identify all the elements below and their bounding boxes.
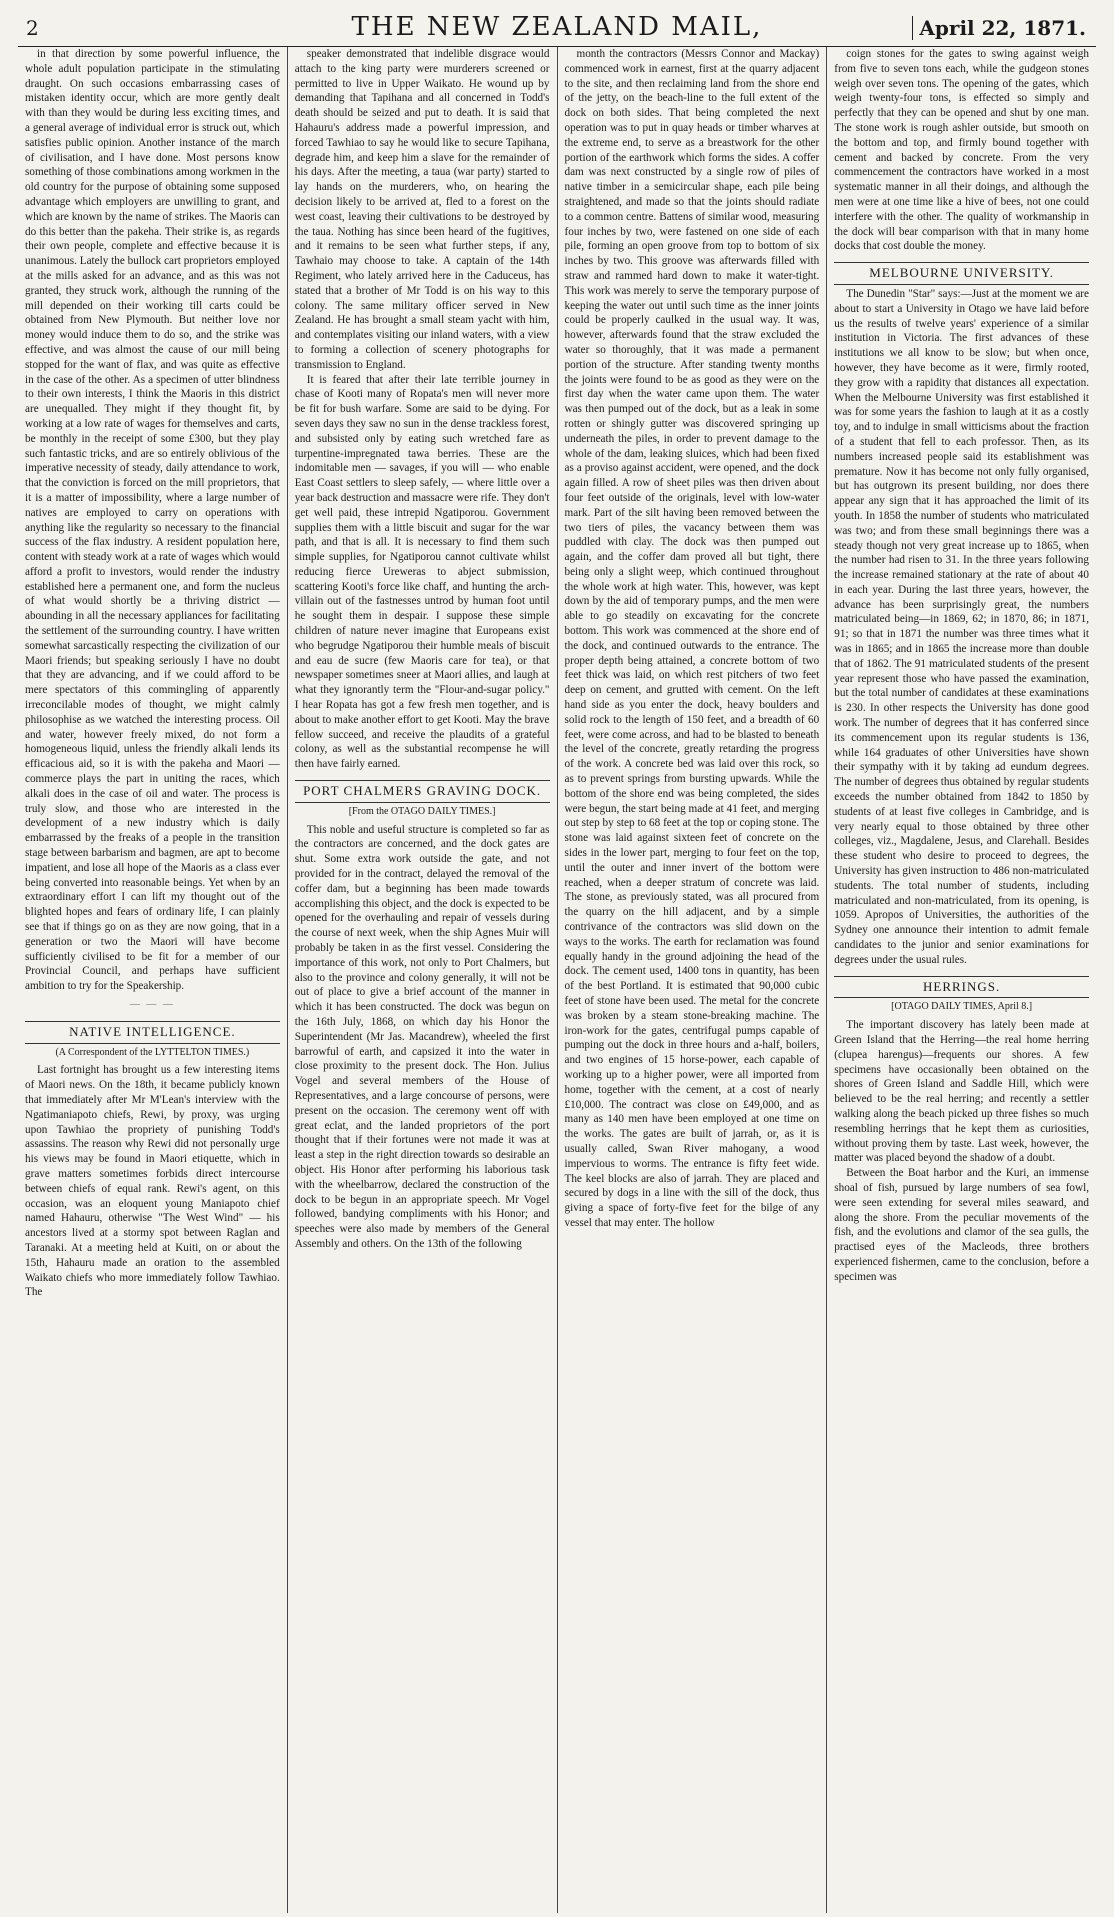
article-text: This noble and useful structure is completed so far as the contractors are concerned, and the dock gates are shut. Some extra work outside the gate, and not provided for in the contract, delayed the removal of the coffer dam, but a beginning has been made towards accomplishing this object, and the dock is expected to be opened for the overhauling and repair of vessels during the course of next week, when the ship Agnes Muir will probably be taken in as the first vessel. Considering the importance of this work, not only to Port Chalmers, but also to the province and colony generally, it will not be out of place to give a brief account of the manner in which it has been constructed. The dock was begun on the 16th July, 1868, on which day his Honor the Superintendent (Mr Jas. Macandrew), wheeled the first barrowful of earth, and capsized it into the water in close proximity to the present dock. The Hon. Julius Vogel and several members of the House of Representatives, and a large concourse of persons, were present on the occasion. The ceremony went off with great eclat, and the landed proprietors of the port thought that if their fortunes were not made it was at least a step in the right direction towards so desirable an object. His Honor after performing his laborious task with the wheelbarrow, declared the construction of the dock to be begun in an appropriate speech. Mr Vogel followed, bandying compliments with his Honor; and speeches were also made by members of the General Assembly and others. On the 13th of the following bbox=[294, 823, 550, 1250]
article-source: [From the OTAGO DAILY TIMES.] bbox=[348, 805, 496, 817]
separator: — — — bbox=[129, 999, 175, 1010]
article-heading-herrings: HERRINGS. bbox=[834, 976, 1089, 999]
article-text: Between the Boat harbor and the Kuri, an immense shoal of fish, pursued by large numbers of sea fowl, were seen extending for several miles seaward, and along the shore. From the peculiar movements of the fish, and the evolutions and clamor of the sea gulls, the practised eyes of the Macleods, three brothers experienced fishermen, came to the conclusion, before a specimen was bbox=[834, 1167, 1089, 1283]
columns bbox=[18, 47, 1096, 1913]
column-3 bbox=[558, 47, 828, 1913]
article-source: [OTAGO DAILY TIMES, April 8.] bbox=[891, 1001, 1033, 1013]
article-text: The important discovery has lately been made at Green Island that the Herring—the real home herring (clupea harengus)—frequents our shores. A few specimens have occasionally been obtained on the shores of Green Island and Saddle Hill, which were believed to be the real herring; and recently a settler walking along the beach picked up three fishes so much resembling herrings that he kept them as curiosities, without proving them by taste. Last week, however, the matter was placed beyond the shadow of a doubt. bbox=[834, 1019, 1089, 1165]
article-text: Last fortnight has brought us a few interesting items of Maori news. On the 18th, it became publicly known that immediately after Mr M'Lean's interview with the Ngatimaniapoto chiefs, Rewi, by proxy, was urging upon Tawhiao the propriety of punishing Todd's assassins. The reason why Rewi did not personally urge his views may be found in Maori etiquette, which in grave matters sometimes forbids direct intercourse between chiefs of equal rank. Rewi's agent, on this occasion, was an eloquent young Maniapoto chief named Hahauru, otherwise "The West Wind" — his ancestors lived at a stormy spot between Raglan and Taranaki. At a meeting held at Kuiti, on or about the 15th, Hahauru made an oration to the assembled Waikato chiefs who more immediately follow Tawhiao. The bbox=[25, 1064, 280, 1299]
issue-date: April 22, 1871. bbox=[912, 16, 1086, 40]
article-text: speaker demonstrated that indelible disgrace would attach to the king party were murderers screened or permitted to live in Upper Waikato. He wound up by demanding that Tapihana and all concerned in Todd's death should be seized and put to death. It is said that Hahauru's address made a powerful impression, and forced Tawhiao to say he would like to secure Tapihana, degrade him, and keep him a slave for the remainder of his days. After the meeting, a taua (war party) started to lay hands on the murderers, who, on hearing the decision likely to be arrived at, fled to a forest on the west coast, leaving their cultivations to be destroyed by the taua. Nothing has since been heard of the fugitives, and it remains to be seen what further steps, if any, Tawhaio may choose to take. A captain of the 14th Regiment, who lately arrived here in the Caduceus, has stated that a brother of Mr Todd is on his way to this colony. The same military officer served in New Zealand. He has brought a small steam yacht with him, and contemplates visiting our inland waters, with a view to forming a collection of scenery photographs for transmission to England. bbox=[294, 48, 550, 371]
article-text: coign stones for the gates to swing against weigh from five to seven tons each, while the gudgeon stones weigh over seven tons. The opening of the gates, which weigh twenty-four tons, is effected so simply and perfectly that they can be opened and shut by one man. The stone work is rough ashler outside, but smooth on the bottom and top, and firmly bound together with cement and backed by concrete. From the very commencement the contractors have worked in a most systematic manner in all their doings, and although the men were at one time like a hive of bees, not one could interfere with the other. The quality of workmanship in the dock will bear comparison with that in many home docks that cost double the money. bbox=[834, 48, 1089, 253]
article-text: It is feared that after their late terrible journey in chase of Kooti many of Ropata's men will never more be fit for bush warfare. Some are said to be dying. For seven days they saw no sun in the dense trackless forest, and subsisted only by eating such wretched fare as turpentine-impregnated tawa berries. These are the indomitable men — savages, if you will — who enable East Coast settlers to sleep safely, — where little over a year back destruction and massacre were rife. They don't get well paid, these intrepid Ngatiporou. Government supplies them with a little biscuit and sugar for the war path, and that is all. It is necessary to find them such simple supplies, for Ngatiporou cannot cultivate whilst reducing fierce Ureweras to abject submission, scattering Kooti's force like chaff, and hunting the arch-villain out of the fastnesses untrod by human foot until he sought them in despair. I suppose these simple children of nature never imagine that Europeans exist who begrudge Ngatiporou their humble meals of biscuit and eau de sucre (few Maoris care for tea), or that newspaper sometimes sneer at Maori allies, and laugh at what they ignorantly term the "Flour-and-sugar policy." I hear Ropata has got a few fresh men together, and is about to make another effort to get Kooti. May the brave fellow succeed, and receive the plaudits of a grateful colony, as well as the substantial recompense he will then have fairly earned. bbox=[294, 373, 550, 771]
article-heading-melbourne-university: MELBOURNE UNIVERSITY. bbox=[834, 262, 1089, 285]
article-text: in that direction by some powerful influence, the whole adult population participate in the stimulating draught. On such occasions embarrassing cases of mistaken identity occur, which are more gently dealt with than they would be during less exciting times, and a general average of individual error is struck out, which satisfies public opinion. Another instance of the march of civilisation, and I have done. Most persons know something of those combinations among workmen in the old country for the purpose of obtaining some supposed advantage which employers are unwilling to grant, and which are known by the name of strikes. The Maoris can do this better than the pakeha. Their strike is, as regards their own people, complete and effective because it is unanimous. Lately the bullock cart proprietors employed at the mills asked for an advance, and as this was not granted, they struck work, although the running of the mill depended on their working till carts could be obtained from New Plymouth. But neither love nor money would induce them to do so, and the strike was effective, and was almost the cause of our mill being stopped for the want of flax, and was quite as effective in the case of the other. As a specimen of utter blindness to their own interests, I think the Maoris in this district are unequalled. They might if they thought fit, by working at a low rate of wages for themselves and carts, be monthly in the receipt of some £300, but they play such fantastic tricks, and are so entirely oblivious of the imperative necessity of steady, daily attendance to work, that the conviction is forced on the mill proprietors, that it is a matter of impossibility, where a large number of natives are employed to carry on operations with anything like the regularity so necessary to the financial success of the flax industry. A resident population here, content with steady work at a rate of wages which would afford a profit to investors, would render the industry established here a permanent one, and form the nucleus of what would shortly be a thriving district — abounding in all the necessary appliances for facilitating the settlement of the surrounding country. I have written somewhat sarcastically respecting the civilization of our Maori friends; but speaking seriously I have no doubt that they are advancing, and if we could afford to be mere spectators of this commingling of apparently irreconcilable modes of thought, we might calmly philosophise as we watched the interesting process. Oil and water, however freely mixed, do not form a homogeneous liquid, unless the friendly alkali lends its efficacious aid, so it is with the pakeha and Maori — commerce plays the part in uniting the races, which alkali does in the case of oil and water. The process is truly slow, and those who are interested in the development of a new industry which is daily embarrassed by the freaks of a people in the transition stage between barbarism and bagmen, are apt to become impatient, and lose all hope of the Maoris as a class ever being converted into reasonable beings. Yet when by an extraordinary effort I can lift my thought out of the blighted hopes and fears of ordinary life, I can plainly see that if things go on as they are now going, that in a generation or two the Maori will have become sufficiently civilised to be fit for a member of our Provincial Council, and perhaps have sufficient ambition to try for the Speakership. bbox=[25, 48, 280, 993]
article-source: (A Correspondent of the LYTTELTON TIMES.) bbox=[55, 1046, 250, 1058]
article-text: month the contractors (Messrs Connor and Mackay) commenced work in earnest, first at the quarry adjacent to the site, and then reclaiming land from the shore end of the jetty, on the beach-line to the full extent of the dock on both sides. That being completed the next operation was to put in quay heads or timber wharves at the extreme end, to serve as a breastwork for the other portion of the earthwork which forms the sides. A coffer dam was next constructed by a single row of piles of native timber in a semicircular shape, each pile being straightened, and made so that the joints should radiate to a common centre. Battens of similar wood, measuring four inches by two, were fastened on one side of each pile, forming an open groove from top to bottom of six inches by two. This groove was afterwards filled with straw and rammed hard down to make it water-tight. This work was merely to serve the temporary purpose of keeping the water out until such time as the inner joints could be properly caulked in the usual way. It was, however, afterwards found that the straw excluded the water so thoroughly, that it was made a permanent portion of the structure. After standing twenty months the joints were found to be as good as they were on the first day when the water came upon them. The water was then pumped out of the dock, but as a leak in some rotten or shingly gutter was discovered springing up underneath the piles, in order to prevent damage to the whole of the dam, leaking sluices, which had been fixed as a proviso against accident, were opened, and the dock again filled. A row of sheet piles was then driven about four feet outside of the originals, level with low-water mark. Part of the silt having been removed between the two tiers of piles, the vacancy between them was puddled with clay. The dock was then pumped out again, and the coffer dam proved all but tight, there being only a slight weep, which continued throughout the whole work at high water. This, however, was kept down by the aid of temporary pumps, and the men were able to go steadily on excavating for the concrete bottom. This work was commenced at the shore end of the dock, and continued outwards to the entrance. The proper depth being attained, a concrete bottom of two feet thick was laid, on which rest pitchers of two feet deep on cement, and grutted with cement. On the left hand side as you enter the dock, heavy boulders and solid rock to the length of 150 feet, and a breadth of 60 feet, were come across, and had to be blasted to beneath the level of the concrete, greatly retarding the progress of the work. A concrete bed was laid over this rock, so as to prevent springs from bursting upwards. While the bottom of the shore end was being completed, the sides were begun, the start being made at 41 feet, and merging out step by step to 68 feet at the top or coping stone. The stone was laid against sixteen feet of concrete on the sides in the lower part, merging to four feet on the top, until the outer and inner invert of the bottom were reached, when a deeper stratum of concrete was laid. The stone, as previously stated, was all procured from the quarry on the hill adjacent, and by a simple contrivance of the contractors was slid down on the ways to the works. The earth for reclamation was found equally handy in the ground adjoining the head of the dock. The cement used, 1400 tons in quantity, has been of the best Portland. It is estimated that 90,000 cubic feet of stone have been used. The metal for the concrete was broken by a steam stone-breaking machine. The iron-work for the gates, centrifugal pumps capable of pumping out the dock in three hours and a-half, boilers, and two engines of 15 horse-power, each capable of working up to a higher power, were all imported from home, together with the cement, at a cost of nearly £10,000. The contract was close on £49,000, and as many as 140 men have been employed at one time on the works. The gates are built of jarrah, or, as it is usually called, Swan River mahogany, a wood impervious to worms. The entrance is fifty feet wide. The keel blocks are also of jarrah. They are placed and secured by dogs in a line with the sill of the dock, thus giving a space of forty-five feet for the bilge of any vessel that may enter. The hollow bbox=[564, 48, 820, 1229]
article-text: The Dunedin "Star" says:—Just at the moment we are about to start a University in Otago we have laid before us the results of twelve years' experience of a similar institution in Victoria. The first advances of these institutions we all know to be slow; but when once, however, they have become as it were, firmly rooted, they grow with a rapidity that distances all expectation. When the Melbourne University was first established it was for some years the fashion to laugh at it as a costly toy, and to indulge in small witticisms about the fraction of a student that fell to each professor. Then, as its numbers increased people said its establishment was premature. Now it has become not only fully organised, but has outgrown its present building, nor does there appear any sign that it has approached the limit of its youth. In 1858 the number of students who matriculated was two; and from these small beginnings there was a steady though not very great increase up to 1865, when the number had risen to 31. In the three years following the increase remained stationary at the rate of about 40 in each year. During the last three years, however, the advance has been surprisingly great, the numbers matriculated being—in 1869, 62; in 1870, 86; in 1871, 91; so that in 1871 the number was three times what it was in 1865; and in 1865 the increase more than double that of 1862. The 91 matriculated students of the present year represent those who have passed the examination, but the total number of candidates at these examinations is 230. In other respects the University has done good work. The number of degrees that it has conferred since its commencement upon its regular students is 136, while 164 graduates of other Universities have shown their sympathy with it by taking ad eundum degrees. The number of degrees thus obtained by regular students exceeds the number obtained from 1842 to 1850 by students of at least five colleges in Cambridge, and is very nearly equal to those obtained by three other colleges, viz., Magdalene, Jesus, and Clarehall. Besides these student who desire to proceed to degrees, the University has given instruction to 486 non-matriculated students. The total number of students, including matriculated and non-matriculated, from its opening, is 1059. Apropos of Universities, the authorities of the Sydney one announce their intention to admit female candidates to the junior and senior examinations for degrees under the usual rules. bbox=[834, 287, 1089, 966]
article-heading-native-intelligence: NATIVE INTELLIGENCE. bbox=[25, 1021, 280, 1044]
article-heading-graving-dock: PORT CHALMERS GRAVING DOCK. bbox=[295, 780, 550, 803]
column-4 bbox=[827, 47, 1096, 1913]
page-number: 2 bbox=[26, 16, 39, 40]
newspaper-title: THE NEW ZEALAND MAIL, bbox=[351, 12, 763, 42]
column-2 bbox=[288, 47, 558, 1913]
masthead bbox=[18, 6, 1096, 47]
column-1 bbox=[18, 47, 288, 1913]
